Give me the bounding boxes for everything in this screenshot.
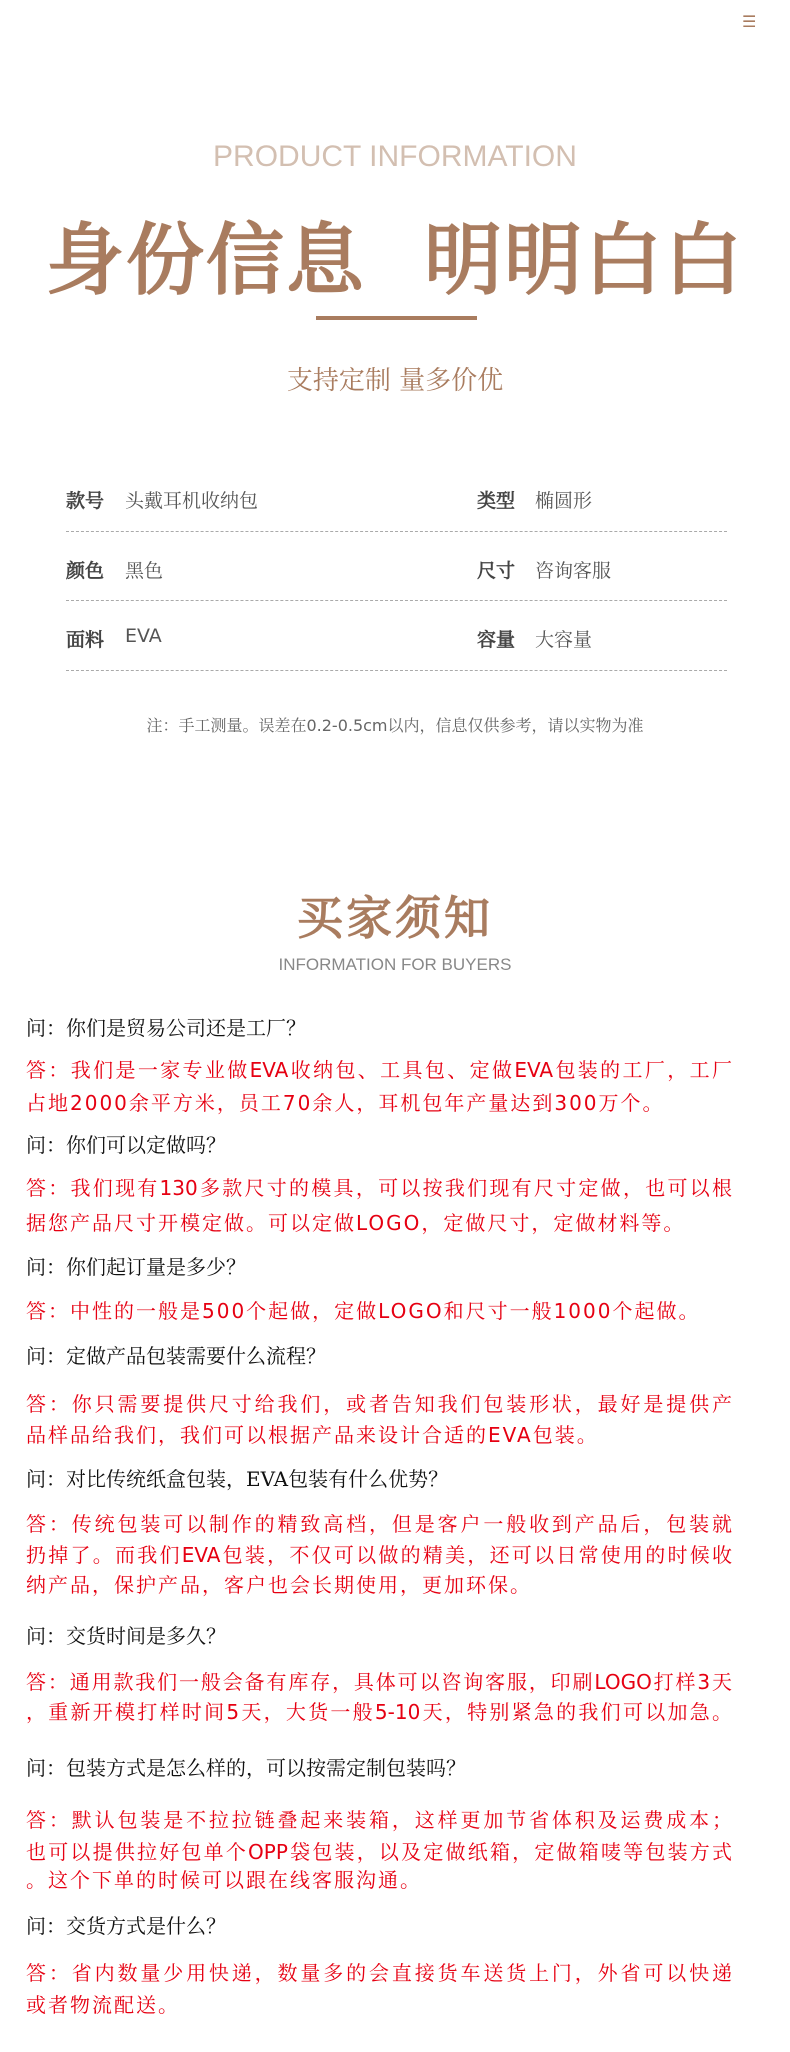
- menu-icon[interactable]: ☰: [742, 12, 757, 31]
- spec-value: 咨询客服: [535, 560, 612, 582]
- faq-answer-line: 或者物流配送。: [26, 1993, 180, 2017]
- faq-answer-line: 答：默认包装是不拉拉链叠起来装箱，这样更加节省体积及运费成本；: [26, 1808, 732, 1832]
- faq-question: 问：你们起订量是多少？: [26, 1255, 246, 1279]
- spec-value: 黑色: [125, 560, 164, 582]
- faq-question: 问：你们是贸易公司还是工厂？: [26, 1016, 306, 1040]
- buyers-title: 买家须知: [297, 891, 493, 945]
- title-divider: [316, 316, 477, 320]
- faq-answer-line: 答：通用款我们一般会备有库存，具体可以咨询客服，印刷LOGO打样3天: [26, 1670, 732, 1694]
- faq-answer-line: 品样品给我们，我们可以根据产品来设计合适的EVA包装。: [26, 1423, 599, 1447]
- faq-answer-line: 答：你只需要提供尺寸给我们，或者告知我们包装形状，最好是提供产: [26, 1392, 732, 1416]
- row-divider: [66, 600, 727, 601]
- faq-answer-line: 据您产品尺寸开模定做。可以定做LOGO，定做尺寸，定做材料等。: [26, 1211, 686, 1235]
- measurement-note: 注：手工测量。误差在0.2-0.5cm以内，信息仅供参考，请以实物为准: [146, 716, 644, 735]
- spec-label: 面料: [66, 629, 105, 651]
- spec-value: 头戴耳机收纳包: [125, 490, 259, 512]
- spec-label: 款号: [66, 490, 105, 512]
- faq-answer-line: 扔掉了。而我们EVA包装，不仅可以做的精美，还可以日常使用的时候收: [26, 1543, 732, 1567]
- faq-answer-line: 答：中性的一般是500个起做，定做LOGO和尺寸一般1000个起做。: [26, 1299, 701, 1323]
- faq-answer-line: ，重新开模打样时间5天，大货一般5-10天，特别紧急的我们可以加急。: [26, 1700, 732, 1724]
- spec-value: 椭圆形: [535, 490, 593, 512]
- faq-answer-line: 答：我们是一家专业做EVA收纳包、工具包、定做EVA包装的工厂，工厂: [26, 1058, 732, 1082]
- spec-label: 类型: [477, 490, 516, 512]
- faq-answer-line: 答：省内数量少用快递，数量多的会直接货车送货上门，外省可以快递: [26, 1961, 732, 1985]
- buyers-subtitle: INFORMATION FOR BUYERS: [278, 955, 512, 974]
- spec-label: 颜色: [66, 560, 105, 582]
- faq-question: 问：交货方式是什么？: [26, 1914, 226, 1938]
- row-divider: [66, 531, 727, 532]
- spec-value: 大容量: [535, 629, 593, 651]
- faq-answer-line: 答：传统包装可以制作的精致高档，但是客户一般收到产品后，包装就: [26, 1512, 732, 1536]
- page-subtitle: 支持定制 量多价优: [286, 366, 504, 396]
- faq-answer-line: 答：我们现有130多款尺寸的模具，可以按我们现有尺寸定做，也可以根: [26, 1176, 732, 1200]
- section-english-title: PRODUCT INFORMATION: [213, 140, 577, 173]
- faq-question: 问：包装方式是怎么样的，可以按需定制包装吗？: [26, 1756, 466, 1780]
- spec-value: EVA: [125, 625, 162, 647]
- spec-label: 尺寸: [477, 560, 516, 582]
- faq-question: 问：定做产品包装需要什么流程？: [26, 1344, 326, 1368]
- faq-question: 问：你们可以定做吗？: [26, 1133, 226, 1157]
- faq-answer-line: 纳产品，保护产品，客户也会长期使用，更加环保。: [26, 1573, 532, 1597]
- row-divider: [66, 670, 727, 671]
- page-title: 身份信息 明明白白: [45, 216, 745, 306]
- faq-answer-line: 也可以提供拉好包单个OPP袋包装，以及定做纸箱，定做箱唛等包装方式: [26, 1840, 732, 1864]
- faq-question: 问：对比传统纸盒包装，EVA包装有什么优势？: [26, 1467, 449, 1491]
- faq-answer-line: 。这个下单的时候可以跟在线客服沟通。: [26, 1868, 422, 1892]
- faq-question: 问：交货时间是多久？: [26, 1624, 226, 1648]
- faq-answer-line: 占地2000余平方米，员工70余人，耳机包年产量达到300万个。: [26, 1091, 665, 1115]
- spec-label: 容量: [477, 629, 516, 651]
